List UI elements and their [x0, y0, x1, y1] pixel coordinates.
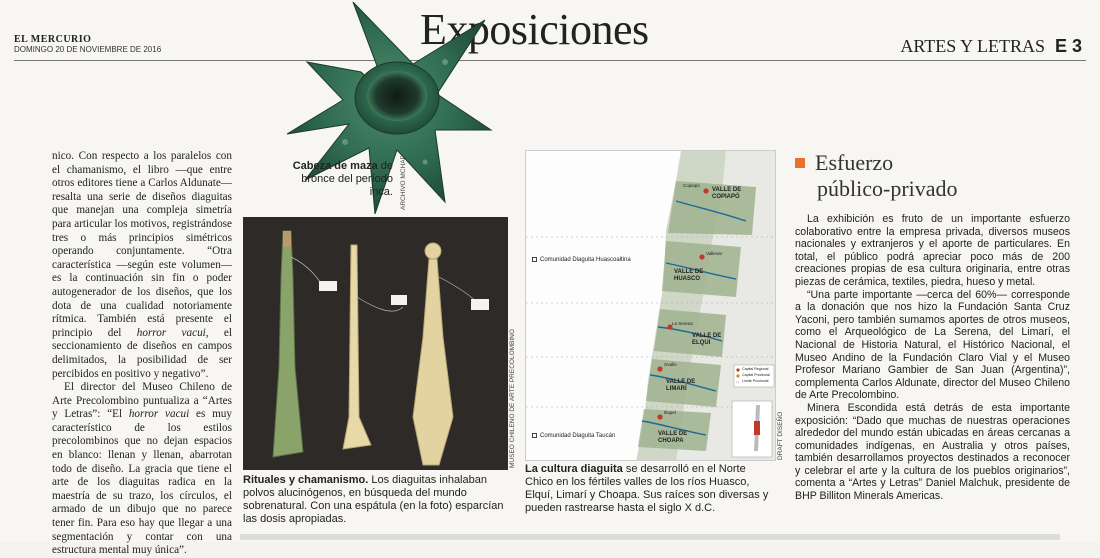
col1-p2-text-b: es muy característico de los estilos precolombinos que no dejan espacios en blanco: llenan y llenan, abarrotan todo de diseño. La gracia que tiene el arte de los diaguitas radica en la maestría de su trazo, los círculos, el armado de un dibujo que no parece tener fin. Para eso hay que llegar a una segmentación y contar con una estructura mental muy única”. — [52, 408, 232, 557]
map-legend-regional: Capital Regional — [742, 367, 769, 371]
map-caption-bold: La cultura diaguita — [525, 463, 623, 475]
mace-caption — [283, 160, 393, 199]
col3-paragraph-2: “Una parte importante —cerca del 60%— corresponde a la donación que nos hizo la Fundación Santa Cruz Yaconi, pero también sumamos aportes de otros museos, como el Arqueológico de La Serena, del Limarí, el Nacional de Historia Natural, el Histórico Nacional, el Museo Andino de la Fundación Claro Vial y el Museo Profesor Mariano Gambier de San Juan (Argentina)”, complementa Carlos Aldunate, director del Museo Chileno de Arte Precolombino. — [795, 288, 1070, 402]
map-valley-choapa: VALLE DE CHOAPA — [658, 431, 688, 444]
map-label-huascoaltina — [532, 257, 632, 264]
bottom-strip — [240, 534, 1060, 540]
map-caption-text: se desarrolló en el Norte Chico en los fértiles valles de los ríos Huasco, Elquí, Limarí y Choapa. Sus raíces son diversas y pueden rastrearse hasta el siglo X d.C. — [525, 463, 769, 514]
map-town-vallenar: Vallenar — [706, 251, 723, 256]
spatula-photo — [243, 217, 508, 470]
col3-paragraph-3: Minera Escondida está detrás de esta importante exposición: “Dado que muchas de nuestras operaciones alrededor del mundo están ubicadas en áreas cercanas a comunidades indígenas, en Australia y otros países, también desarrollamos proyectos destinados a reconocer y celebrar el arte y la cultura de los pueblos originarios”, comenta a “Artes y Letras” Daniel Malchuk, presidente de BHP Billiton Minerals Americas. — [795, 401, 1070, 503]
paper-date: DOMINGO 20 DE NOVIEMBRE DE 2016 — [14, 45, 162, 54]
supplement-header — [900, 36, 1082, 57]
map-valley-huasco: VALLE DE HUASCO — [674, 269, 704, 282]
spatula-caption — [243, 474, 508, 526]
map-square-icon — [532, 433, 537, 438]
map-valley-limari: VALLE DE LIMARÍ — [666, 379, 696, 392]
col1-paragraph-2 — [52, 381, 232, 558]
col1-p1-text-a: nico. Con respecto a los paralelos con el chamanismo, el libro —que entre otros editores tiene a Carlos Aldunate— resalta una serie de diseños diaguitas que manejan una compleja simetría para articular los motivos, registrándose tres o más principios simétricos operando conjuntamente. “Otra característica —según este volumen— es la continuación sin fin o poder autogenerador de los diseños, que los dota de una cualidad notoriamente rítmica. También está presente el principio del — [52, 150, 232, 339]
map-caption — [525, 463, 776, 515]
map-label-huascoaltina-text: Comunidad Diaguita Huascoaltina — [540, 257, 631, 263]
spatula-caption-text: Los diaguitas inhalaban polvos alucinógenos, en búsqueda del mundo sobrenatural. Con una espátula (en la foto) esparcían las dosis apropiadas. — [243, 474, 504, 525]
diaguita-map — [525, 150, 776, 461]
heading-line-2: público-privado — [817, 176, 958, 201]
section-title: Exposiciones — [420, 5, 649, 54]
heading-line-1: Esfuerzo — [815, 150, 894, 175]
supplement-name: ARTES Y LETRAS — [900, 36, 1045, 56]
spatula-illustration — [243, 217, 508, 470]
col3-paragraph-1: La exhibición es fruto de un importante esfuerzo colaborativo entre la empresa privada, diversos museos nacionales y extranjeros y el aporte de particulares. En total, el público podrá apreciar poco más de 200 creaciones propias de esa cultura originaria, entre otras piezas de cerámica, textiles, piedra, hueso y metal. — [795, 213, 1070, 288]
map-town-la-serena: La Serena — [672, 321, 693, 326]
masthead-left — [14, 34, 161, 54]
header-rule — [14, 60, 1086, 61]
paper-name: EL MERCURIO — [14, 34, 92, 45]
article-column-1 — [52, 150, 232, 558]
page-number: E 3 — [1054, 36, 1082, 56]
map-label-taucan — [532, 433, 632, 440]
map-valley-elqui: VALLE DE ELQUI — [692, 333, 722, 346]
col1-p1-text-b: , el seccionamiento de diseños en campos delimitados, la posibilidad de ser percibidos en positivo y negativo”. — [52, 326, 233, 380]
sidebar-heading — [795, 150, 1055, 202]
col1-p2-text-a: El director del Museo Chileno de Arte Precolombino puntualiza a “Artes y Letras”: “El — [52, 381, 232, 421]
map-credit: DRAFT DISEÑO — [777, 411, 784, 460]
col1-paragraph-1 — [52, 150, 232, 381]
map-legend-limit: Límite Provincial — [742, 379, 769, 383]
map-square-icon — [532, 257, 537, 262]
map-valley-copiapo: VALLE DE COPIAPÓ — [712, 187, 742, 200]
spatula-caption-bold: Rituales y chamanismo. — [243, 474, 369, 486]
map-label-taucan-text: Comunidad Diaguita Taucán — [540, 433, 616, 439]
mace-photo-credit: ARCHIVO MCHAP — [400, 155, 407, 210]
mace-caption-bold: Cabeza de maza — [292, 160, 378, 172]
col1-p1-emphasis: horror vacui — [136, 326, 206, 339]
spatula-photo-credit: MUSEO CHILENO DE ARTE PRECOLOMBINO — [509, 329, 516, 468]
col1-p2-emphasis: horror vacui — [128, 408, 190, 421]
map-town-ovalle: Ovalle — [664, 362, 677, 367]
mace-caption-text: de bronce del período inca. — [301, 160, 393, 198]
article-column-3 — [795, 213, 1070, 503]
map-town-copiapo: Copiapó — [683, 183, 700, 188]
map-town-illapel: Illapel — [664, 410, 676, 415]
map-legend — [742, 366, 770, 384]
map-legend-provincial: Capital Provincial — [742, 373, 770, 377]
orange-square-icon — [795, 158, 805, 168]
